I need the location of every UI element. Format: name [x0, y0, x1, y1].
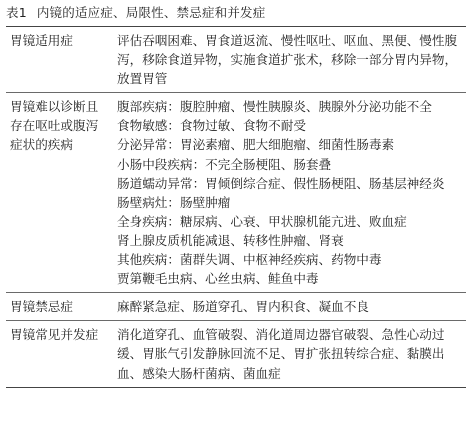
row-label: 胃镜适用症	[10, 33, 73, 48]
content-line: 其他疾病：菌群失调、中枢神经疾病、药物中毒	[117, 252, 382, 268]
content-line: 食物敏感：食物过敏、食物不耐受	[117, 118, 306, 134]
row-content	[114, 321, 466, 387]
content-line: 麻醉紧急症、肠道穿孔、胃内积食、凝血不良	[117, 299, 369, 315]
row-content	[114, 293, 466, 321]
row-content	[114, 27, 466, 93]
row-label: 胃镜常见并发症	[6, 321, 114, 387]
table-row-complications	[6, 321, 466, 387]
indications-table	[6, 26, 466, 388]
content-line: 肠壁病灶：肠壁肿瘤	[117, 194, 231, 210]
content-line: 肾上腺皮质机能减退、转移性肿瘤、肾衰	[117, 232, 344, 248]
table-number: 表1	[6, 5, 27, 20]
content-line: 消化道穿孔、血管破裂、消化道周边器官破裂、急性心动过缓、胃胀气引发静脉回流不足、胃扩张扭转综合症、黏膜出血、感染大肠杆菌病、菌血症	[117, 327, 445, 381]
table-caption	[6, 4, 466, 26]
content-line: 腹部疾病：腹腔肿瘤、慢性胰腺炎、胰腺外分泌功能不全	[117, 99, 432, 115]
content-line: 全身疾病：糖尿病、心衰、甲状腺机能亢进、败血症	[117, 213, 407, 229]
content-line: 分泌异常：胃泌素瘤、肥大细胞瘤、细菌性肠毒素	[117, 137, 395, 153]
table-row-indications	[6, 27, 466, 93]
row-content	[114, 93, 466, 293]
table-row-contraindications	[6, 293, 466, 321]
content-line: 小肠中段疾病：不完全肠梗阻、肠套叠	[117, 156, 332, 172]
table-row-limitations	[6, 93, 466, 293]
content-line: 贾第鞭毛虫病、心丝虫病、鲑鱼中毒	[117, 271, 319, 287]
content-line: 评估吞咽困难、胃食道返流、慢性呕吐、呕血、黑便、慢性腹泻，移除食道异物，实施食道扩张术，移除一部分胃内异物，放置胃管	[117, 33, 458, 87]
row-label: 胃镜难以诊断且存在呕吐或腹泻症状的疾病	[6, 93, 114, 293]
row-label: 胃镜禁忌症	[6, 293, 114, 321]
table-title: 内镜的适应症、局限性、禁忌症和并发症	[36, 5, 266, 20]
content-line: 肠道蠕动异常：胃倾倒综合症、假性肠梗阻、肠基层神经炎	[117, 175, 445, 191]
